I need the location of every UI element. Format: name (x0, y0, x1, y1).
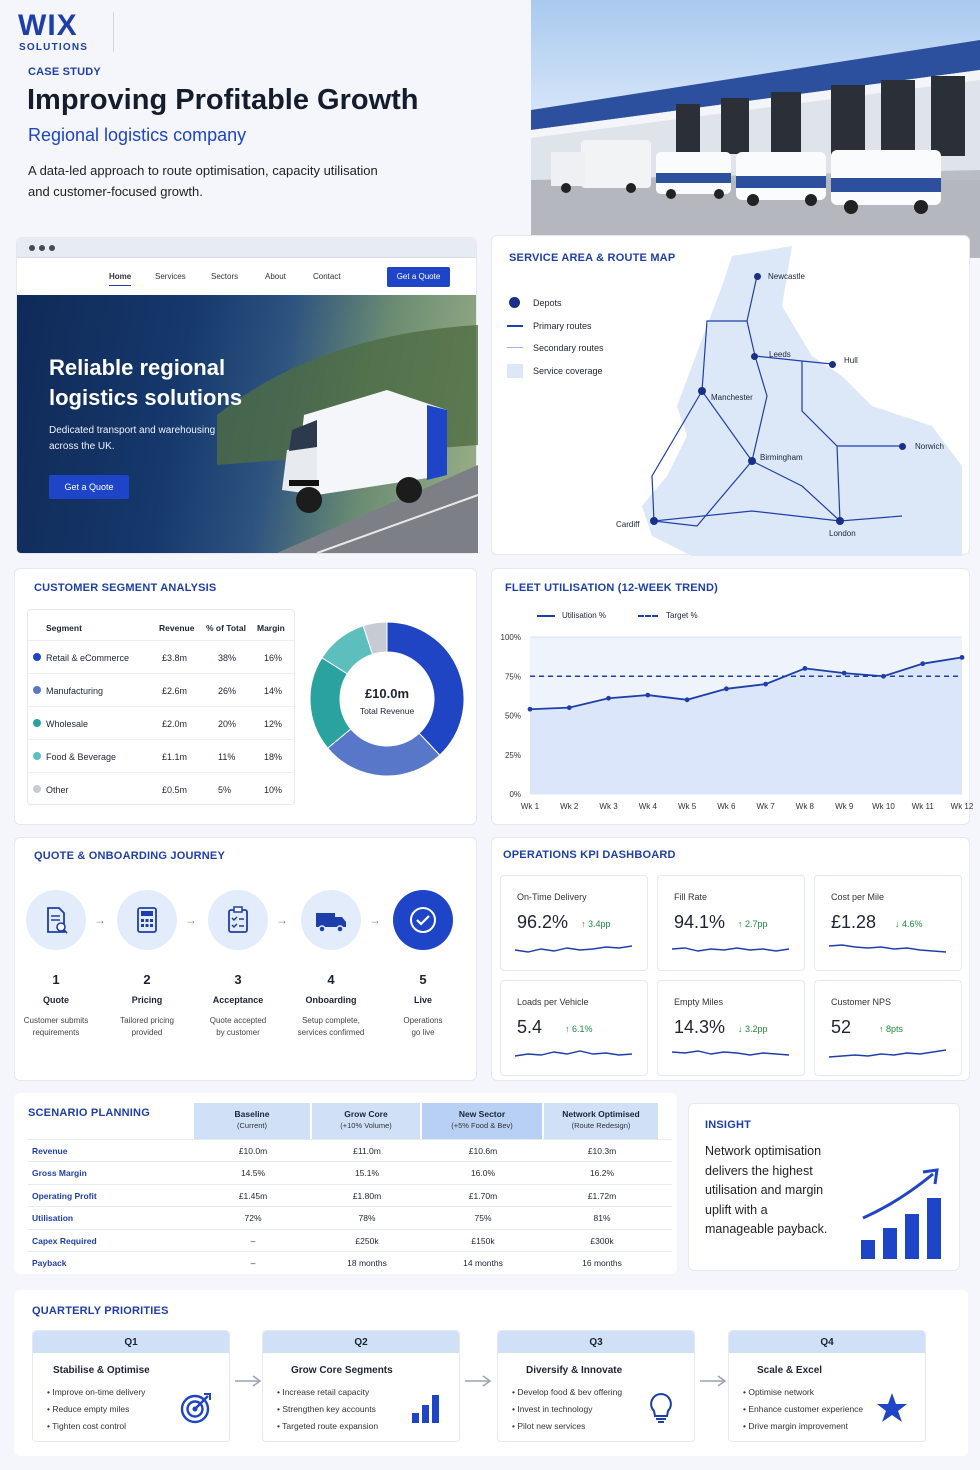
kpi-label: Cost per Mile (831, 892, 885, 902)
journey-step-label: Acceptance (212, 995, 264, 1005)
window-dot (29, 245, 35, 251)
kpi-label: Customer NPS (831, 997, 892, 1007)
scenario-cell: 16.0% (470, 1168, 496, 1179)
kpi-tile (814, 875, 962, 971)
arrow-right-icon (234, 1374, 262, 1393)
scenario-title: SCENARIO PLANNING (28, 1107, 150, 1119)
scenario-cell: £1.45m (238, 1190, 268, 1201)
quarter-card (32, 1330, 230, 1442)
utilisation-point (606, 696, 611, 701)
scenario-row-label: Utilisation (32, 1213, 74, 1224)
segment-name: Other (46, 785, 69, 795)
calculator-icon (117, 890, 177, 950)
quarterly-title: QUARTERLY PRIORITIES (32, 1305, 169, 1317)
table-row (28, 1206, 672, 1228)
browser-bar (17, 238, 476, 258)
table-row (28, 706, 294, 739)
scenario-cell: 14 months (463, 1258, 503, 1268)
scenario-cell: £1.80m (352, 1190, 382, 1201)
page-description (28, 160, 378, 202)
window-dot (49, 245, 55, 251)
quarter-bullet: • Improve on-time delivery (47, 1387, 146, 1397)
scenario-cell: £10.0m (238, 1146, 268, 1156)
kpi-sparkline (829, 1043, 947, 1063)
kpi-change: ↑ 2.7pp (738, 919, 768, 929)
arrow-right-icon (464, 1374, 492, 1393)
fleet-chart-card (491, 568, 974, 825)
table-row (28, 1229, 672, 1251)
truck-icon (301, 890, 361, 950)
quarter-bullet: • Tighten cost control (47, 1421, 127, 1431)
segment-name: Manufacturing (46, 686, 104, 696)
journey-step-number: 5 (419, 972, 427, 987)
kpi-tile (657, 875, 805, 971)
scenario-row-label: Revenue (32, 1146, 68, 1156)
kpi-value: 14.3% (674, 1017, 726, 1037)
lightbulb-icon (644, 1391, 678, 1430)
insight-line: manageable payback. (705, 1222, 828, 1236)
journey-step-label: Live (413, 995, 432, 1005)
segment-pct: 11% (218, 752, 236, 762)
route-map-title: SERVICE AREA & ROUTE MAP (509, 252, 676, 264)
scenario-row-label: Capex Required (32, 1235, 97, 1246)
quarter-bullet: • Enhance customer experience (743, 1404, 864, 1414)
scenario-cell: – (250, 1258, 256, 1268)
legend-secondary-swatch (507, 347, 523, 348)
quarter-bullet: • Drive margin improvement (743, 1421, 849, 1431)
insight-line: delivers the highest (705, 1163, 813, 1178)
segment-margin: 10% (264, 785, 283, 795)
segment-table (27, 609, 295, 805)
kpi-value: 5.4 (517, 1017, 543, 1037)
insight-line: utilisation and margin (705, 1183, 824, 1197)
legend-depot-swatch (509, 297, 520, 308)
insight-line: Network optimisation (705, 1144, 822, 1158)
segment-pct: 5% (218, 785, 232, 795)
hero-title-line: Reliable regional (49, 355, 226, 380)
quarter-label: Q2 (263, 1331, 459, 1353)
description-line: and customer-focused growth. (28, 184, 203, 199)
utilisation-point (724, 686, 729, 691)
hero-text-line: across the UK. (49, 441, 115, 452)
growth-chart-icon (859, 1166, 949, 1261)
quarter-card (262, 1330, 460, 1442)
target-icon (179, 1391, 213, 1430)
y-tick-label: 50% (504, 711, 521, 721)
scenario-cell: £10.6m (468, 1146, 498, 1156)
legend-coverage-swatch (507, 364, 523, 378)
window-dot (39, 245, 45, 251)
depot-hull (829, 361, 836, 368)
quarter-label: Q4 (729, 1331, 925, 1353)
journey-step-circle (26, 890, 86, 950)
legend-series-label: Target % (666, 611, 698, 620)
hero-title-line: logistics solutions (49, 385, 243, 410)
journey-step-desc: Setup complete, (302, 1016, 360, 1025)
scenario-cell: 16 months (582, 1258, 622, 1268)
nav-cta-button[interactable]: Get a Quote (387, 267, 450, 287)
sparkline-path (829, 1050, 946, 1057)
eyebrow: CASE STUDY (28, 66, 101, 78)
website-mockup (16, 237, 477, 554)
x-tick-label: Wk 4 (638, 802, 657, 811)
sparkline-path (672, 1051, 789, 1055)
nav-home[interactable]: Home (109, 272, 131, 286)
segment-margin: 14% (264, 686, 283, 696)
quarter-bullet: • Targeted route expansion (277, 1421, 379, 1431)
quarterly-card (14, 1290, 968, 1456)
arrow-right-icon: → (94, 913, 106, 927)
segment-revenue: £2.6m (162, 686, 188, 696)
scenario-cell: 81% (593, 1213, 611, 1224)
journey-step-desc: Operations (403, 1016, 443, 1025)
revenue-header: Revenue (159, 623, 195, 633)
mock-hero (17, 295, 476, 553)
kpi-tile (657, 980, 805, 1076)
scenario-cell: – (250, 1235, 256, 1246)
quarter-bullet: • Pilot new services (512, 1421, 586, 1431)
journey-step-desc: by customer (216, 1028, 260, 1037)
scenario-cell: £1.72m (587, 1190, 617, 1201)
scenario-column-header (194, 1103, 310, 1139)
scenario-column-name: New Sector (458, 1109, 506, 1119)
journey-step-number: 2 (143, 972, 151, 987)
scenario-cell: 14.5% (240, 1168, 266, 1179)
kpi-label: On-Time Delivery (517, 892, 587, 902)
journey-step-desc: Tailored pricing (120, 1016, 174, 1025)
page-subtitle: Regional logistics company (28, 125, 247, 145)
segment-pct: 38% (218, 653, 237, 663)
scenario-column-sub: (Route Redesign) (571, 1121, 631, 1130)
scenario-column-name: Network Optimised (562, 1109, 640, 1119)
logo (18, 10, 88, 53)
scenario-row-label: Gross Margin (32, 1168, 87, 1179)
legend-primary-swatch (507, 325, 523, 327)
table-row (28, 673, 294, 706)
utilisation-point (685, 697, 690, 702)
city-label: London (829, 529, 856, 538)
journey-step-desc: go live (411, 1028, 435, 1037)
segment-revenue: £1.1m (162, 752, 188, 762)
sparkline-path (829, 945, 946, 952)
quarter-title: Grow Core Segments (291, 1365, 393, 1376)
journey-card (14, 837, 477, 1081)
arrow-right-icon: → (276, 913, 288, 927)
donut-label: Total Revenue (359, 706, 415, 716)
table-row (28, 739, 294, 772)
utilisation-point (960, 655, 965, 660)
segment-card (14, 568, 477, 825)
kpi-change: ↑ 6.1% (565, 1024, 593, 1034)
depot-birmingham (748, 457, 756, 465)
segment-margin: 16% (264, 653, 283, 663)
bar-chart-icon (409, 1391, 443, 1430)
scenario-cell: £10.3m (587, 1146, 617, 1156)
sparkline-path (515, 1051, 632, 1056)
utilisation-line-chart (492, 569, 974, 826)
kpi-change: ↑ 3.4pp (581, 919, 611, 929)
description-line: A data-led approach to route optimisation, capacity utilisation (28, 163, 378, 178)
scenario-cell: 15.1% (354, 1168, 380, 1179)
warehouse-photo (531, 0, 980, 258)
kpi-value: 94.1% (674, 912, 726, 932)
x-tick-label: Wk 5 (677, 802, 697, 811)
kpi-value: 52 (831, 1017, 852, 1037)
depot-leeds (751, 353, 758, 360)
scenario-column-header (312, 1103, 420, 1139)
kpi-tile (814, 980, 962, 1076)
y-tick-label: 25% (504, 750, 521, 760)
scenario-cell: £11.0m (353, 1146, 381, 1156)
depot-cardiff (650, 517, 658, 525)
chart-title: FLEET UTILISATION (12-WEEK TREND) (505, 582, 718, 594)
x-tick-label: Wk 12 (950, 802, 974, 811)
quarter-card (497, 1330, 695, 1442)
kpi-change: ↓ 3.2pp (738, 1024, 768, 1034)
nav-services[interactable]: Services (155, 272, 186, 281)
quarter-bullet: • Invest in technology (512, 1404, 593, 1414)
segment-name: Wholesale (46, 719, 89, 729)
scenario-row-label: Operating Profit (32, 1190, 97, 1201)
legend-label: Depots (533, 298, 562, 308)
quarter-bullet: • Reduce empty miles (47, 1404, 130, 1414)
journey-step-desc: provided (131, 1028, 163, 1037)
scenario-cell: 78% (358, 1213, 376, 1224)
scenario-cell: £150k (471, 1235, 495, 1246)
hero-text (49, 423, 215, 455)
scenario-column-name: Grow Core (344, 1109, 388, 1119)
utilisation-point (842, 671, 847, 676)
journey-step-circle (301, 890, 361, 950)
journey-step-desc: Quote accepted (209, 1016, 267, 1025)
journey-step-desc: Customer submits (23, 1016, 89, 1025)
utilisation-point (567, 705, 572, 710)
scenario-cell: £250k (355, 1235, 379, 1246)
sparkline-path (672, 948, 789, 951)
scenario-column-name: Baseline (234, 1109, 270, 1119)
table-row (28, 1184, 672, 1206)
quarter-title: Stabilise & Optimise (53, 1365, 150, 1376)
kpi-sparkline (515, 1043, 633, 1063)
journey-step-desc: services confirmed (297, 1028, 365, 1037)
utilisation-point (645, 693, 650, 698)
check-circle-icon (393, 890, 453, 950)
journey-step-circle (117, 890, 177, 950)
quarter-bullet: • Increase retail capacity (277, 1387, 370, 1397)
quarter-label: Q1 (33, 1331, 229, 1353)
depot-london (836, 517, 844, 525)
table-row (28, 1139, 672, 1161)
legend-label: Primary routes (533, 321, 592, 331)
warehouse-illustration (531, 0, 980, 258)
utilisation-point (803, 666, 808, 671)
scenario-column-sub: (+5% Food & Bev) (451, 1121, 513, 1130)
arrow-right-icon (699, 1374, 727, 1393)
segment-revenue: £3.8m (162, 653, 188, 663)
quarter-title: Diversify & Innovate (526, 1365, 623, 1376)
depot-norwich (899, 443, 906, 450)
segment-swatch (33, 752, 41, 760)
arrow-right-icon: → (185, 913, 197, 927)
journey-step-number: 3 (234, 972, 242, 987)
quarter-bullet: • Develop food & bev offering (512, 1387, 623, 1397)
nav-sectors[interactable]: Sectors (211, 272, 239, 281)
kpi-tile (500, 980, 648, 1076)
city-label: Leeds (769, 350, 791, 359)
quarter-bullet: • Optimise network (743, 1387, 814, 1397)
scenario-column-header (422, 1103, 542, 1139)
segment-swatch (33, 653, 41, 661)
city-label: Newcastle (768, 272, 805, 281)
quarter-bullet: • Strengthen key accounts (277, 1404, 376, 1414)
kpi-label: Fill Rate (674, 892, 708, 902)
utilisation-point (528, 707, 533, 712)
city-label: Norwich (915, 442, 944, 451)
table-row (28, 1251, 672, 1273)
y-tick-label: 0% (509, 790, 521, 799)
segment-margin: 18% (264, 752, 283, 762)
kpi-sparkline (515, 938, 633, 958)
journey-step-label: Quote (43, 995, 69, 1005)
city-label: Manchester (711, 393, 753, 402)
kpi-label: Loads per Vehicle (517, 997, 589, 1007)
hero-text-line: Dedicated transport and warehousing (49, 425, 216, 436)
scenario-cell: 72% (244, 1213, 262, 1224)
route-map-card (491, 235, 970, 555)
x-tick-label: Wk 6 (717, 802, 736, 811)
scenario-cell: 18 months (347, 1258, 387, 1268)
table-row (28, 772, 294, 805)
table-row (28, 1161, 672, 1183)
scenario-column-header (544, 1103, 658, 1139)
journey-step-number: 4 (327, 972, 335, 987)
table-row (28, 640, 294, 673)
x-tick-label: Wk 3 (599, 802, 618, 811)
segment-margin: 12% (264, 719, 283, 729)
logo-main: WIX (18, 9, 78, 42)
segment-swatch (33, 686, 41, 694)
journey-step-circle (393, 890, 453, 950)
legend-series-label: Utilisation % (562, 611, 607, 620)
kpi-card (491, 837, 970, 1081)
kpi-change: ↓ 4.6% (895, 919, 923, 929)
utilisation-point (920, 661, 925, 666)
x-tick-label: Wk 11 (911, 802, 934, 811)
journey-step-label: Pricing (131, 995, 163, 1005)
x-tick-label: Wk 8 (795, 802, 815, 811)
x-tick-label: Wk 1 (520, 802, 540, 811)
page-title: Improving Profitable Growth (27, 84, 419, 116)
city-label: Birmingham (760, 453, 803, 462)
insight-line: uplift with a (705, 1202, 768, 1217)
segment-revenue: £0.5m (162, 785, 188, 795)
hero-quote-button[interactable]: Get a Quote (49, 475, 129, 499)
utilisation-point (881, 674, 886, 679)
segment-name: Food & Beverage (46, 752, 117, 762)
margin-header: Margin (257, 623, 285, 633)
segment-name: Retail & eCommerce (46, 653, 130, 663)
depot-manchester (698, 387, 706, 395)
clipboard-check-icon (208, 890, 268, 950)
insight-text (705, 1142, 827, 1240)
insight-title: INSIGHT (705, 1119, 752, 1131)
nav-contact[interactable]: Contact (313, 272, 341, 281)
arrow-right-icon: → (369, 913, 381, 927)
journey-step-desc: requirements (32, 1028, 80, 1037)
scenario-row-label: Payback (32, 1258, 67, 1268)
nav-about[interactable]: About (265, 272, 286, 281)
city-label: Cardiff (616, 520, 640, 529)
segment-swatch (33, 785, 41, 793)
kpi-value: 96.2% (517, 912, 569, 932)
star-icon (875, 1391, 909, 1430)
y-tick-label: 75% (504, 672, 521, 682)
journey-step-number: 1 (52, 972, 60, 987)
segment-pct: 26% (218, 686, 237, 696)
kpi-value: £1.28 (831, 912, 877, 932)
journey-step-circle (208, 890, 268, 950)
y-tick-label: 100% (500, 633, 521, 642)
x-tick-label: Wk 7 (756, 802, 775, 811)
quarter-card (728, 1330, 926, 1442)
kpi-sparkline (672, 1043, 790, 1063)
hero-title (49, 353, 242, 413)
segment-title: CUSTOMER SEGMENT ANALYSIS (34, 582, 217, 594)
scenario-cell: 16.2% (589, 1168, 615, 1179)
document-search-icon (26, 890, 86, 950)
segment-header: Segment (46, 623, 82, 633)
kpi-sparkline (829, 938, 947, 958)
quarter-title: Scale & Excel (757, 1365, 823, 1376)
quarter-label: Q3 (498, 1331, 694, 1353)
scenario-cell: 75% (474, 1213, 492, 1224)
utilisation-point (763, 682, 768, 687)
donut-value: £10.0m (364, 686, 410, 701)
segment-pct: 20% (218, 719, 237, 729)
scenario-card (14, 1093, 677, 1274)
kpi-sparkline (672, 938, 790, 958)
segment-swatch (33, 719, 41, 727)
legend-label: Service coverage (533, 366, 603, 376)
sparkline-path (515, 946, 632, 952)
kpi-tile (500, 875, 648, 971)
scenario-cell: £1.70m (468, 1190, 498, 1201)
x-tick-label: Wk 2 (560, 802, 579, 811)
insight-card (688, 1103, 960, 1271)
journey-title: QUOTE & ONBOARDING JOURNEY (34, 850, 225, 862)
scenario-column-sub: (Current) (236, 1121, 267, 1130)
city-label: Hull (844, 356, 858, 365)
kpi-label: Empty Miles (674, 997, 724, 1007)
legend-label: Secondary routes (533, 343, 604, 353)
x-tick-label: Wk 9 (835, 802, 854, 811)
kpi-title: OPERATIONS KPI DASHBOARD (503, 849, 676, 861)
depot-newcastle (754, 273, 761, 280)
scenario-column-sub: (+10% Volume) (340, 1121, 392, 1130)
logo-sub: SOLUTIONS (19, 42, 89, 53)
logo-divider (113, 12, 114, 52)
scenario-cell: £300k (590, 1235, 614, 1246)
x-tick-label: Wk 10 (872, 802, 895, 811)
journey-step-label: Onboarding (305, 995, 357, 1005)
pct-header: % of Total (206, 623, 246, 633)
kpi-change: ↑ 8pts (879, 1024, 904, 1034)
segment-revenue: £2.0m (162, 719, 188, 729)
